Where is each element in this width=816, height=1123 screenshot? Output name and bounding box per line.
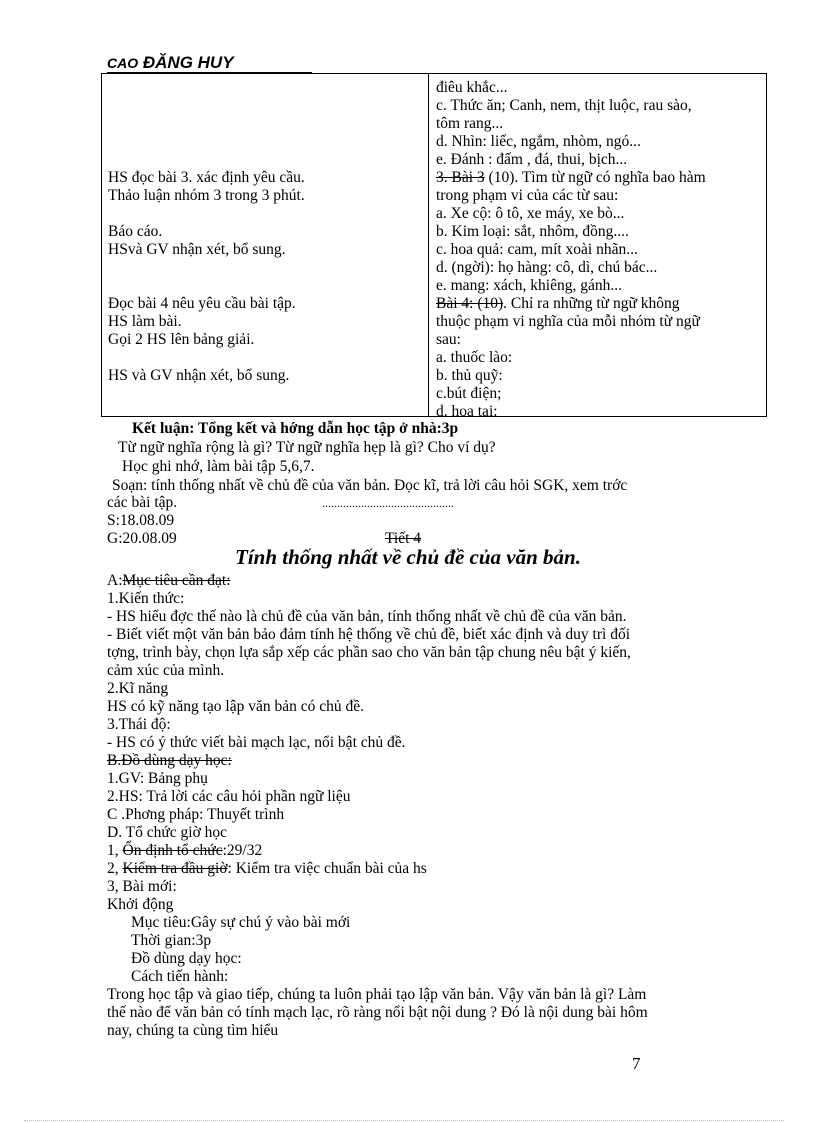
date-soan: S:18.08.09 xyxy=(107,512,175,529)
conclusion-prepare: Soạn: tính thống nhất về chủ đề của văn bản. Đọc kĩ, trả lời câu hỏi SGK, xem trớc xyxy=(112,477,628,494)
conclusion-question: Từ ngữ nghĩa rộng là gì? Từ ngữ nghĩa hẹp là gì? Cho ví dụ? xyxy=(118,439,496,456)
right-line: c.bút điện; xyxy=(436,385,502,402)
bai4-line xyxy=(436,295,679,313)
header-author xyxy=(107,52,312,73)
left-line: HS và GV nhận xét, bổ sung. xyxy=(108,367,290,384)
step-1-text: :29/32 xyxy=(222,842,263,859)
left-line: Báo cáo. xyxy=(108,223,163,240)
right-line: c. Thức ăn; Canh, nem, thịt luộc, rau sào, xyxy=(436,97,692,114)
date-giang: G:20.08.09 xyxy=(107,530,177,547)
step-2-text: : Kiểm tra việc chuẩn bài của hs xyxy=(227,860,427,877)
right-line: e. mang: xách, khiêng, gánh... xyxy=(436,277,622,294)
content-column xyxy=(429,74,767,420)
step-2 xyxy=(107,860,427,878)
attitude-line: - HS có ý thức viết bài mạch lạc, nổi bật chủ đề. xyxy=(107,734,406,751)
bai3-line xyxy=(436,169,706,187)
conclusion-heading: Kết luận: Tổng kết và hớng dẫn học tập ở nhà:3p xyxy=(132,420,459,437)
right-line: a. thuốc lào: xyxy=(436,349,513,366)
section-a-prefix: A: xyxy=(107,572,123,589)
right-line: tôm rang... xyxy=(436,115,504,132)
right-line: d. Nhìn: liếc, ngắm, nhòm, ngó... xyxy=(436,133,641,150)
header-prefix: CAO xyxy=(107,55,139,71)
bai3-text: (10). Tìm từ ngữ có nghĩa bao hàm xyxy=(484,169,706,186)
header-name-text: ĐĂNG HUY xyxy=(142,53,234,72)
bai4-label: Bài 4: (10) xyxy=(436,295,504,312)
section-b: B.Đồ dùng dạy học: xyxy=(107,752,232,769)
intro-paragraph-line: nay, chúng ta cùng tìm hiểu xyxy=(107,1022,279,1039)
bai4-text: . Chỉ ra những từ ngữ không xyxy=(503,295,680,312)
intro-paragraph-line: thế nào để văn bản có tính mạch lạc, rõ ràng nổi bật nội dung ? Đó là nội dung bài hôm xyxy=(107,1004,648,1021)
bai3-label: 3. Bài 3 xyxy=(436,169,485,186)
right-line: thuộc phạm vi nghĩa của mỗi nhóm từ ngữ xyxy=(436,313,700,330)
left-line: Đọc bài 4 nêu yêu cầu bài tập. xyxy=(108,295,296,312)
right-line: sau: xyxy=(436,331,461,348)
warmup-procedure: Cách tiến hành: xyxy=(131,968,229,985)
warmup-time: Thời gian:3p xyxy=(131,932,212,949)
method-line: C .Phơng pháp: Thuyết trình xyxy=(107,806,285,823)
right-line: điêu khắc... xyxy=(436,79,508,96)
section-a xyxy=(107,572,231,590)
conclusion-study: Học ghi nhớ, làm bài tập 5,6,7. xyxy=(122,458,315,475)
step-1-prefix: 1, xyxy=(107,842,123,859)
warmup-goal: Mục tiêu:Gây sự chú ý vào bài mới xyxy=(131,914,351,931)
footer-divider xyxy=(24,1120,784,1121)
skills-line: HS có kỹ năng tạo lập văn bản có chủ đề. xyxy=(107,698,364,715)
left-line: Thảo luận nhóm 3 trong 3 phút. xyxy=(108,187,305,204)
conclusion-prepare-2: các bài tập. xyxy=(107,494,178,511)
materials-gv: 1.GV: Bảng phụ xyxy=(107,770,208,787)
left-line: HSvà GV nhận xét, bổ sung. xyxy=(108,241,286,258)
attitude-heading: 3.Thái độ: xyxy=(107,716,171,733)
step-1 xyxy=(107,842,262,860)
right-line: a. Xe cộ: ô tô, xe máy, xe bò... xyxy=(436,205,625,222)
left-line: Gọi 2 HS lên bảng giải. xyxy=(108,331,255,348)
knowledge-line: - HS hiểu đợc thế nào là chủ đề của văn bản, tính thống nhất về chủ đề của văn bản. xyxy=(107,608,627,625)
right-line: trong phạm vi của các từ sau: xyxy=(436,187,619,204)
right-line: b. thủ quỹ: xyxy=(436,367,503,384)
section-a-label: Mục tiêu cần đạt: xyxy=(122,572,231,589)
period-label: Tiết 4 xyxy=(385,530,422,547)
right-line: b. Kim loại: sắt, nhôm, đồng.... xyxy=(436,223,629,240)
step-2-label: Kiểm tra đầu giờ xyxy=(122,860,228,877)
right-line: d. (ngời): họ hàng: cô, dì, chú bác... xyxy=(436,259,658,276)
left-line: HS làm bài. xyxy=(108,313,182,330)
knowledge-heading: 1.Kiến thức: xyxy=(107,590,185,607)
skills-heading: 2.Kĩ năng xyxy=(107,680,169,697)
knowledge-line: cảm xúc của mình. xyxy=(107,662,225,679)
intro-paragraph-line: Trong học tập và giao tiếp, chúng ta luôn phải tạo lập văn bản. Vậy văn bản là gì? Làm xyxy=(107,986,647,1003)
knowledge-line: tợng, trình bày, chọn lựa sắp xếp các phần sao cho văn bản tập chung nêu bật ý kiến, xyxy=(107,644,631,661)
step-3: 3, Bài mới: xyxy=(107,878,177,895)
activity-column xyxy=(102,74,429,417)
right-line: c. hoa quả: cam, mít xoài nhãn... xyxy=(436,241,638,258)
materials-hs: 2.HS: Trả lời các câu hỏi phần ngữ liệu xyxy=(107,788,351,805)
step-1-label: Ổn định tổ chức xyxy=(122,842,223,859)
left-line: HS đọc bài 3. xác định yêu cầu. xyxy=(108,169,305,186)
page-number: 7 xyxy=(632,1054,641,1073)
warmup-heading: Khởi động xyxy=(107,896,174,913)
right-line: d. hoa tai: xyxy=(436,403,498,420)
warmup-materials: Đồ dùng dạy học: xyxy=(131,950,242,967)
dotted-separator: ............................................ xyxy=(322,496,454,510)
knowledge-line: - Biết viết một văn bản bảo đảm tính hệ thống về chủ đề, biết xác định và duy trì đối xyxy=(107,626,631,643)
lesson-table xyxy=(101,73,767,420)
organization-heading: D. Tổ chức giờ học xyxy=(107,824,228,841)
right-line: e. Đánh : đấm , đá, thui, bịch... xyxy=(436,151,628,168)
step-2-prefix: 2, xyxy=(107,860,123,877)
page-title: Tính thống nhất về chủ đề của văn bản. xyxy=(235,545,581,569)
